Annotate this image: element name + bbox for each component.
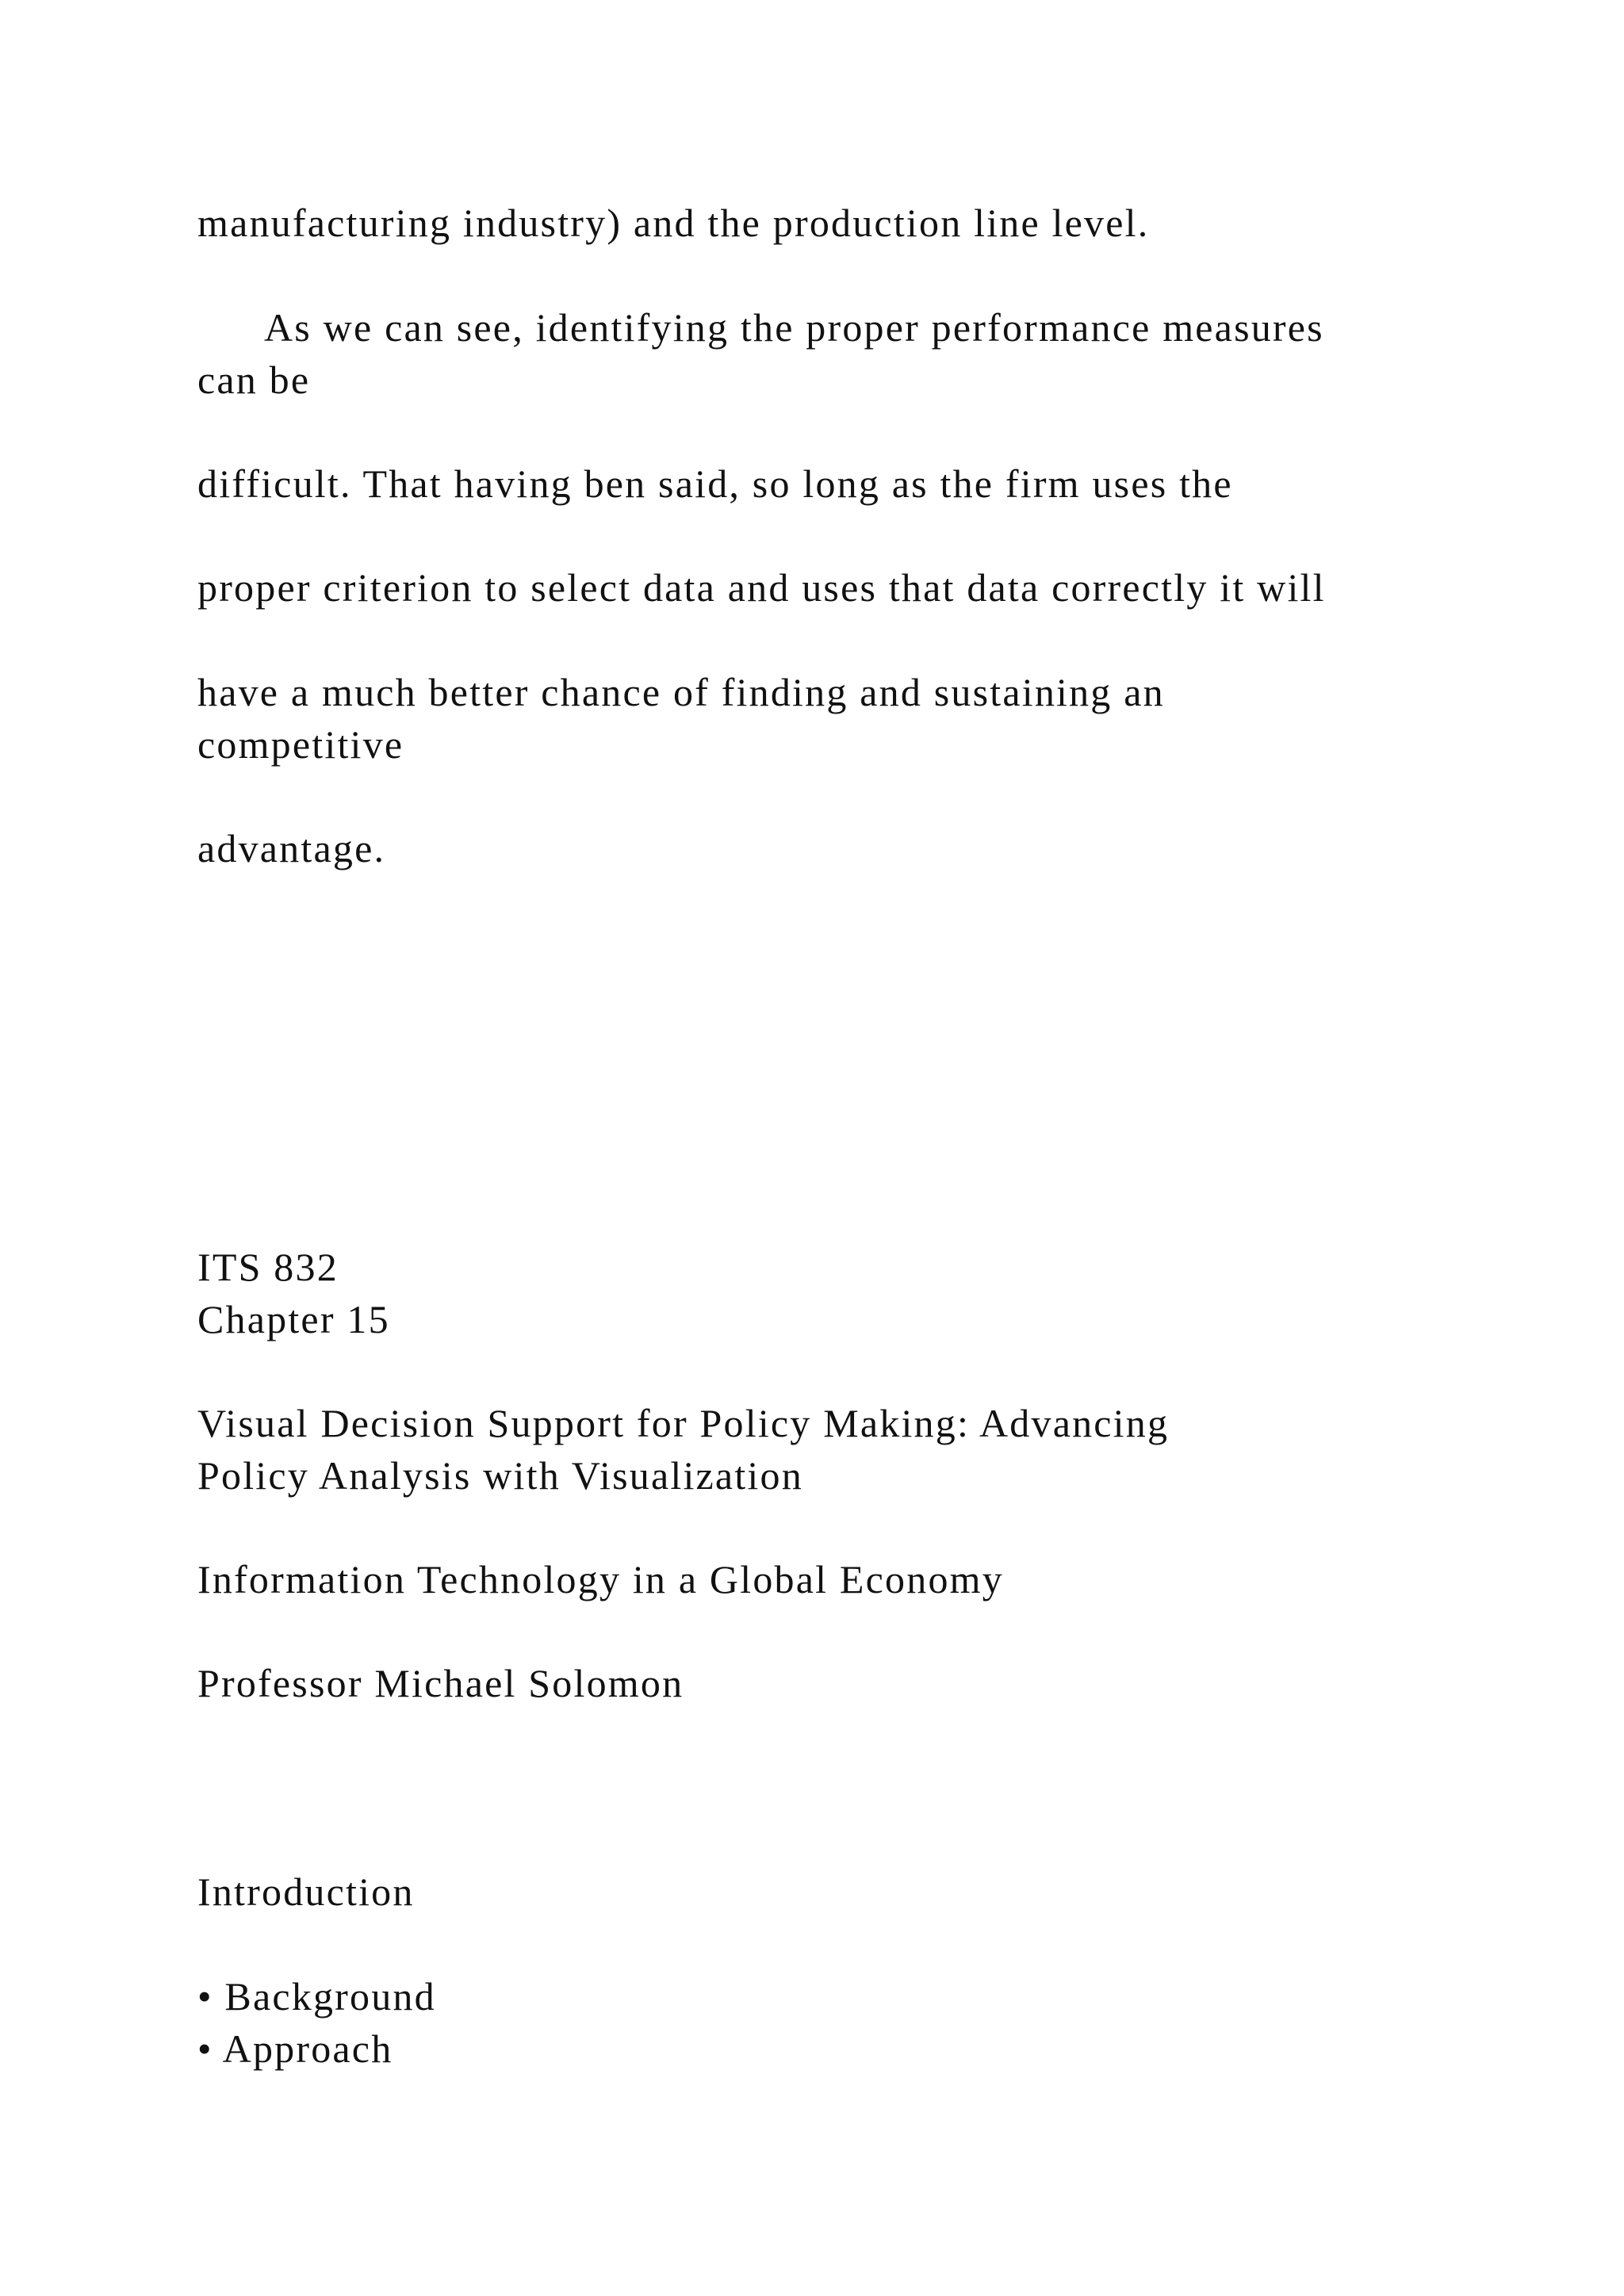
body-text-line: can be [197,358,311,402]
course-name: Information Technology in a Global Economy [197,1557,1004,1601]
body-text-line: advantage. [197,826,386,871]
paragraph-first-line: As we can see, identifying the proper performance measures [264,305,1324,350]
chapter-title-line: Policy Analysis with Visualization [197,1453,803,1498]
chapter-label: Chapter 15 [197,1297,390,1341]
body-text-line: competitive [197,722,404,767]
body-text-line: difficult. That having ben said, so long as the firm uses the [197,461,1233,506]
professor-name: Professor Michael Solomon [197,1661,684,1705]
course-code: ITS 832 [197,1245,339,1289]
body-text-line: manufacturing industry) and the production line level. [197,201,1150,245]
body-text-line: proper criterion to select data and uses that data correctly it will [197,565,1326,610]
chapter-title-line: Visual Decision Support for Policy Making: Advancing [197,1401,1170,1445]
bullet-item: • Approach [197,2026,393,2071]
section-heading: Introduction [197,1869,415,1914]
body-text-line: have a much better chance of finding and sustaining an [197,670,1165,714]
bullet-item: • Background [197,1974,436,2019]
